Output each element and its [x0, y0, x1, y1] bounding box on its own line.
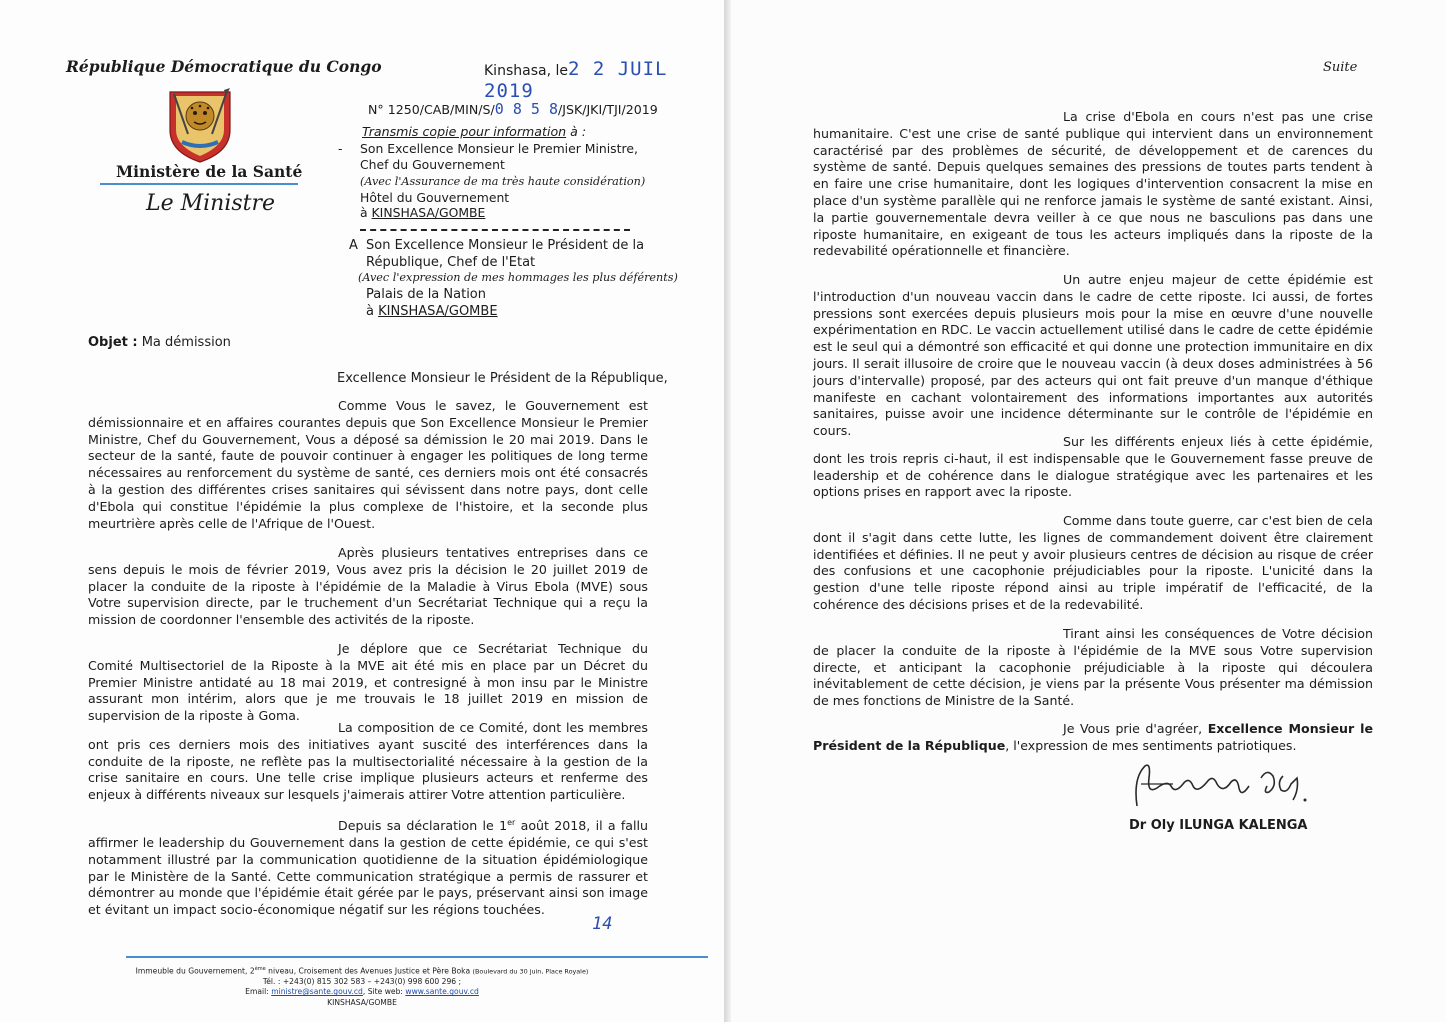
page2-paragraph-1: [813, 109, 1373, 260]
addressee-line2: République, Chef de l'Etat: [366, 255, 536, 270]
letter-page-2: [731, 0, 1446, 1022]
footer-email-label: Email:: [245, 987, 272, 997]
addressee-courtesy: (Avec l'expression de mes hommages les plus déférents): [358, 271, 678, 284]
addressee-city: [366, 304, 498, 319]
transmis-colon: à :: [566, 124, 587, 139]
signatory-name: Dr Oly ILUNGA KALENGA: [1129, 818, 1308, 833]
footer-city: KINSHASA/GOMBE: [327, 997, 397, 1007]
copy-city: KINSHASA/GOMBE: [371, 205, 486, 220]
footer-sup: ème: [254, 966, 266, 972]
page2-paragraph-2: [813, 272, 1373, 440]
footer-web-label: , Site web:: [362, 987, 406, 997]
body-paragraph-3: [88, 641, 648, 725]
body-paragraph-1: [88, 398, 648, 532]
transmis-label: Transmis copie pour information: [362, 124, 567, 139]
footer-phone: Tél. : +243(0) 815 302 583 – +243(0) 998 600 296 ;: [262, 976, 462, 986]
addressee-a: A: [349, 238, 358, 253]
addressee-city-name: KINSHASA/GOMBE: [378, 304, 498, 319]
page2-paragraph-4-text: Comme dans toute guerre, car c'est bien de cela dont il s'agit dans cette lutte, les lignes de commandement doivent être clairement identifiées et définies. Il ne peut y avoir plusieurs centres de décision au risque de créer des confusions et une cacophonie préjudiciables pour la riposte. L'unicité dans la gestion d'une telle riposte répond ainsi au triple impératif de l'efficacité, de la cohérence des décisions prises et de la redevabilité.: [813, 513, 1373, 612]
addressee-building: Palais de la Nation: [366, 287, 487, 302]
footer-line-1: [0, 964, 724, 977]
closing-addressee: Excellence Monsieur le Président de la République: [813, 721, 1373, 753]
body-paragraph-2: [88, 545, 648, 629]
closing-end: , l'expression de mes sentiments patriotiques.: [1005, 737, 1297, 753]
copy-recipient-city: [360, 205, 485, 221]
footer-line-3: [0, 987, 724, 997]
addressee-line1: Son Excellence Monsieur le Président de la: [366, 238, 645, 253]
ordinal-sup: er: [507, 818, 516, 827]
page2-paragraph-1-text: La crise d'Ebola en cours n'est pas une crise humanitaire. C'est une crise de santé publique qui intervient dans un environnement caractérisé par des problèmes de sécurité, de développement et de carences du système de santé. Depuis quelques semaines des pressions de toutes parts tendent à en faire une crise humanitaire, dont les logiques d'intervention consacrent la mise en place d'un système parallèle qui ne renforce jamais le système de santé existant. Ainsi, la partie gouvernementale devra veiller à ce que nous ne basculions pas dans une riposte humanitaire, en exigeant de tous les acteurs impliqués dans la riposte de la redevabilité opérationnelle et financière.: [813, 109, 1373, 259]
copy-recipient-courtesy: (Avec l'Assurance de ma très haute considération): [360, 175, 646, 188]
page2-paragraph-5: [813, 626, 1373, 710]
body-paragraph-4-text: La composition de ce Comité, dont les membres ont pris ces derniers mois des initiatives ayant suscité des interférences dans la conduite de la riposte, ne reflète pas la multisectorialité nécessaire à la gestion de la crise sanitaire en cours. Une telle crise implique plusieurs acteurs et renferme des enjeux à différents niveaux sur lesquels j'aimerais attirer Votre attention particulière.: [88, 720, 648, 803]
body-paragraph-5-start: Depuis sa déclaration le 1: [338, 818, 508, 834]
page-gutter: [724, 0, 731, 1022]
closing-start: Je Vous prie d'agréer,: [1063, 721, 1208, 736]
page2-paragraph-3: [813, 434, 1373, 501]
ref-suffix: /JSK/JKI/TJI/2019: [558, 102, 658, 117]
subject-label: Objet :: [88, 335, 138, 350]
ministry-name: Ministère de la Santé: [116, 162, 303, 181]
body-paragraph-5: [88, 815, 648, 919]
coat-of-arms-emblem: [162, 86, 238, 164]
body-paragraph-3-text: Je déplore que ce Secrétariat Technique du Comité Multisectoriel de la Riposte à la MVE ait été mis en place par un Décret du Premier Ministre antidaté au 18 mai 2019, et contresigné à mon insu par le Ministre assurant mon intérim, alors que je me trouvais le 18 juillet 2019 en mission de supervision de la riposte à Goma.: [88, 641, 648, 724]
footer-rule: [126, 956, 708, 958]
page-mark-handwritten: 14: [592, 914, 613, 934]
ministry-underline: [100, 183, 298, 185]
republic-heading: République Démocratique du Congo: [66, 57, 382, 76]
page2-paragraph-2-text: Un autre enjeu majeur de cette épidémie est l'introduction d'un nouveau vaccin dans le cadre de cette riposte. Ici aussi, de fortes pressions sont exercées depuis plusieurs mois pour la mise en œuvre d'une nouvelle expérimentation en RDC. Le vaccin actuellement utilisé dans le cadre de cette épidémie est le seul qui a démontré son efficacité et qui donne une protection immunitaire en dix jours. Il serait illusoire de croire que le nouveau vaccin (à deux doses administrées à 56 jours d'intervalle) proposé, par des acteurs qui ont fait preuve d'un manque d'éthique manifeste en cachant volontairement des informations importantes aux autorités sanitaires, puisse avoir une incidence déterminante sur le contrôle de l'épidémie en cours.: [813, 272, 1373, 439]
copy-recipient-building: Hôtel du Gouvernement: [360, 190, 510, 205]
date-line: [484, 58, 724, 102]
footer-streets: niveau, Croisement des Avenues Justice et Père Boka: [265, 966, 473, 976]
body-paragraph-1-text: Comme Vous le savez, le Gouvernement est démissionnaire et en affaires courantes depuis que Son Excellence Monsieur le Premier Ministre, Chef du Gouvernement, Vous a déposé sa démission le 20 mai 2019. Dans le secteur de la santé, faute de pouvoir continuer à engager les politiques de long terme nécessaires au renforcement du système de santé, ces derniers mois ont été consacrés à la gestion des différentes crises sanitaires qui sévissent dans notre pays, dont celle d'Ebola qui constitue l'épidémie la plus complexe de l'histoire, et la seconde plus meurtrière après celle de l'Afrique de l'Ouest.: [88, 398, 648, 531]
addressee-city-prefix: à: [366, 304, 379, 319]
body-paragraph-5-text: août 2018, il a fallu affirmer le leadership du Gouvernement dans la gestion de cette épidémie, ce qui s'est notamment illustré par la communication quotidienne de la situation épidémiologique par le Ministère de la Santé. Cette communication stratégique a permis de rassurer et démontrer au monde que l'épidémie était gérée par le pays, préservant ainsi son image et évitant un impact socio-économique négatif sur les régions touchées.: [88, 818, 649, 918]
dashed-separator: [360, 229, 630, 231]
footer-boulevard: (Boulevard du 30 juin, Place Royale): [472, 967, 589, 976]
ref-prefix: N° 1250/CAB/MIN/S/: [368, 102, 495, 117]
footer-address: [0, 964, 724, 1008]
transmis-heading: [362, 124, 586, 139]
subject-line: [88, 335, 231, 350]
copy-recipient-line1: Son Excellence Monsieur le Premier Ministre,: [360, 141, 638, 156]
body-paragraph-4: [88, 720, 648, 804]
suite-mark: Suite: [1323, 60, 1358, 75]
minister-title: Le Ministre: [146, 191, 276, 216]
handwritten-signature: [1127, 758, 1327, 818]
footer-web-link[interactable]: www.sante.gouv.cd: [405, 987, 479, 997]
copy-recipient-line2: Chef du Gouvernement: [360, 157, 505, 172]
date-stamp: 2 2 JUIL 2019: [484, 58, 668, 102]
reference-number: [368, 100, 658, 118]
page2-paragraph-4: [813, 513, 1373, 614]
copy-city-prefix: à: [360, 205, 372, 220]
salutation: Excellence Monsieur le Président de la République,: [337, 371, 668, 386]
ref-handwritten: 0 8 5 8: [494, 100, 559, 118]
page2-paragraph-3-text: Sur les différents enjeux liés à cette épidémie, dont les trois repris ci-haut, il est indispensable que le Gouvernement fasse preuve de leadership et de cohérence dans le dialogue stratégique avec les partenaires et les options prises en rapport avec la riposte.: [813, 434, 1373, 500]
subject-text: Ma démission: [141, 335, 231, 350]
copy-dash: -: [338, 141, 343, 156]
page2-paragraph-5-text: Tirant ainsi les conséquences de Votre décision de placer la conduite de la riposte à l'épidémie de la MVE sous Votre supervision directe, et anticipant la cacophonie préjudiciable à la riposte qui découlera inévitablement de cette décision, je viens par la présente Vous présenter ma démission de mes fonctions de Ministre de la Santé.: [813, 626, 1373, 709]
footer-building: Immeuble du Gouvernement, 2: [135, 966, 255, 976]
body-paragraph-2-text: Après plusieurs tentatives entreprises dans ce sens depuis le mois de février 2019, Vous avez pris la décision le 20 juillet 2019 de placer la conduite de la riposte à l'épidémie de la Maladie à Virus Ebola (MVE) sous Votre supervision directe, par le truchement d'un Secrétariat Technique qui a reçu la mission de coordonner l'ensemble des activités de la riposte.: [88, 545, 648, 628]
city-label: Kinshasa, le: [484, 63, 568, 79]
closing-paragraph: [813, 721, 1373, 755]
footer-email-link[interactable]: ministre@sante.gouv.cd: [271, 987, 363, 997]
